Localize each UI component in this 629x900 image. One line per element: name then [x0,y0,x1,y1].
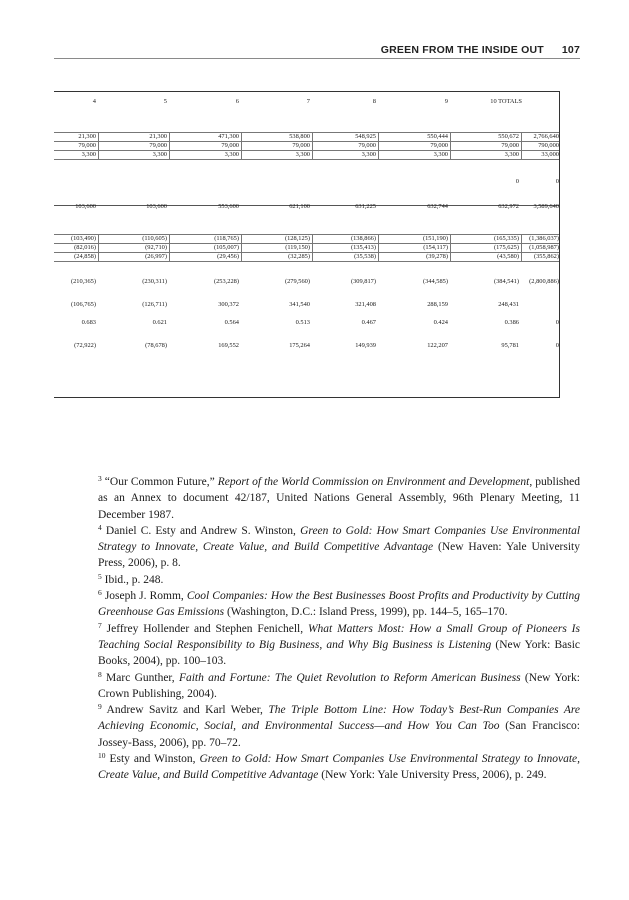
table-cell: 103,600 [75,203,96,210]
table-cell: (165,335) [493,235,519,242]
financial-table [54,91,560,398]
table-cell: 79,000 [292,142,310,149]
cell-rule [54,150,559,151]
footnote-title: The Triple Bottom Line: How Today’s Best-Run Companies Are Achieving Economic, Social, and Environmental Success—and How You Can Too [98,704,580,733]
footnote [98,588,580,621]
table-cell: (29,456) [217,253,239,260]
column-header: 8 [372,98,376,105]
table-row [54,202,559,212]
column-header: 4 [92,98,96,105]
footnote [98,751,580,784]
footnote-text: (New York: Crown Publishing, 2004). [98,671,581,700]
table-cell: 3,300 [295,151,310,158]
column-header: 10 TOTALS [490,98,522,105]
footnote-number: 8 [98,669,102,679]
table-cell: (1,058,987) [529,244,559,251]
table-cell: 621,100 [289,203,310,210]
table-cell: (210,365) [70,278,96,285]
cell-rule [312,234,313,261]
table-cell [107,177,167,187]
table-cell: (118,765) [214,235,239,242]
table-cell: 0.386 [504,319,519,326]
footnote-text: (San Francisco: Jossey-Bass, 2006), pp. 70–72. [98,720,580,749]
table-cell [179,177,239,187]
table-cell: (344,585) [422,278,448,285]
table-cell: 0 [515,178,519,185]
cell-rule [98,132,99,159]
footnote-text: (New Haven: Yale University Press, 2006), p. 8. [98,541,580,570]
table-cell: (82,016) [74,244,96,251]
table-cell: 149,939 [355,342,376,349]
table-cell: 321,408 [355,301,376,308]
table-cell: (32,285) [288,253,310,260]
table-cell: (106,765) [70,301,96,308]
cell-rule [169,132,170,159]
table-cell: 631,225 [355,203,376,210]
table-row [54,318,559,328]
footnote-number: 9 [98,702,102,712]
table-cell [36,177,96,187]
footnote [98,621,580,670]
footnote [98,474,580,523]
table-cell: 175,264 [289,342,310,349]
footnote-text: (New York: Yale University Press, 2006), p. 249. [318,769,547,782]
footnote [98,670,580,703]
footnote-title: Green to Gold: How Smart Companies Use Environmental Strategy to Innovate, Create Value, and Build Competitive Advantage [98,524,581,554]
table-cell: 0.564 [224,319,239,326]
table-cell: (138,866) [350,235,376,242]
footnote-title: Faith and Fortune: The Quiet Revolution to Reform American Business [178,671,521,684]
cell-rule [450,132,451,159]
table-cell: 0 [555,342,559,349]
cell-rule [54,261,559,262]
table-cell: 3,300 [224,151,239,158]
table-cell: (92,710) [145,244,167,251]
table-cell: (126,711) [142,301,167,308]
table-cell: (279,560) [284,278,310,285]
table-cell: 548,925 [355,133,376,140]
table-cell: 21,300 [78,133,96,140]
table-cell [499,300,559,310]
footnote-number: 7 [98,620,102,630]
cell-rule [450,234,451,261]
running-head-title: GREEN FROM THE INSIDE OUT [380,44,544,56]
footnote-text: Andrew Savitz and Karl Weber, [106,704,269,717]
footnote [98,572,580,588]
footnote [98,702,580,751]
footnote-text: Ibid., p. 248. [104,573,164,586]
table-cell [388,177,448,187]
footnote-number: 5 [98,571,102,581]
table-cell: 103,600 [146,203,167,210]
table-cell: 632,744 [427,203,448,210]
table-cell: 0 [555,178,559,185]
footnote-text: Daniel C. Esty and Andrew S. Winston, [105,524,301,537]
table-cell: 0.683 [81,319,96,326]
cell-rule [521,234,522,261]
footnote-title: What Matters Most: How a Small Group of Pioneers Is Teaching Social Responsibility to Big Business, and Why Big Business is Listening [98,622,580,651]
page-number: 107 [561,44,580,56]
table-cell [250,177,310,187]
footnote-text: Jeffrey Hollender and Stephen Fenichell, [106,622,308,635]
table-cell: (105,007) [213,244,239,251]
footnote-text: Joseph J. Romm, [104,590,187,603]
table-cell: (355,862) [533,253,559,260]
table-cell: 33,000 [541,151,559,158]
footnote-text: Esty and Winston, [109,753,200,766]
table-header-row [54,97,559,107]
footnote-number: 10 [98,751,106,761]
column-header: 7 [306,98,310,105]
table-cell: (128,125) [284,235,310,242]
table-cell: 0.424 [433,319,448,326]
table-cell: 471,300 [218,133,239,140]
footnote-text: (Washington, D.C.: Island Press, 1999), pp. 144–5, 165–170. [224,606,508,619]
table-cell: 79,000 [358,142,376,149]
cell-rule [54,132,559,133]
column-header: 5 [163,98,167,105]
table-cell: 550,672 [498,133,519,140]
table-cell: (72,922) [74,342,96,349]
cell-rule [241,132,242,159]
table-cell: 553,600 [218,203,239,210]
table-cell: 538,800 [289,133,310,140]
table-cell: (2,800,886) [529,278,559,285]
table-cell: 341,540 [289,301,310,308]
table-cell: 3,300 [361,151,376,158]
footnote-text: (New York: Basic Books, 2004), pp. 100–103. [98,638,580,668]
table-cell: (24,858) [74,253,96,260]
table-cell: 95,781 [501,342,519,349]
table-cell: 632,972 [498,203,519,210]
table-cell: 79,000 [221,142,239,149]
footnote-number: 4 [98,522,102,532]
cell-rule [54,252,559,253]
cell-rule [54,234,559,235]
table-cell: 0 [555,319,559,326]
table-cell [316,177,376,187]
table-cell: (175,625) [493,244,519,251]
table-cell: 0.513 [295,319,310,326]
footnote-number: 3 [98,474,102,483]
footnote-text: “Our Common Future,” [104,476,218,488]
table-cell: (384,541) [493,278,519,285]
table-cell: (135,413) [350,244,376,251]
table-cell: (26,997) [145,253,167,260]
footnote-title: Report of the World Commission on Environment and Development [217,476,530,488]
table-cell: 3,589,640 [533,203,559,210]
cell-rule [312,132,313,159]
table-cell: 79,000 [78,142,96,149]
table-cell: 79,000 [430,142,448,149]
table-cell: (230,311) [142,278,167,285]
cell-rule [169,234,170,261]
table-cell: 79,000 [501,142,519,149]
table-cell: 0.621 [152,319,167,326]
table-row [54,341,559,351]
table-cell: 550,444 [427,133,448,140]
table-cell: (35,538) [354,253,376,260]
table-cell: 288,159 [427,301,448,308]
table-cell: 122,207 [427,342,448,349]
footnotes [98,474,580,784]
footnote-title: Cool Companies: How the Best Businesses Boost Profits and Productivity by Cutting Greenhouse Gas Emissions [98,590,580,619]
table-cell: 3,300 [504,151,519,158]
table-cell: 21,300 [149,133,167,140]
table-cell: (78,678) [145,342,167,349]
column-header: 6 [235,98,239,105]
table-cell: 300,372 [218,301,239,308]
table-cell: (119,150) [285,244,310,251]
table-cell: 79,000 [149,142,167,149]
table-cell: 3,300 [81,151,96,158]
table-row [54,177,559,187]
footnote-text: , published as an Annex to document 42/187, United Nations General Assembly, 96th Plenary Meeting, 11 December 1987. [98,476,580,521]
cell-rule [54,159,559,160]
cell-rule [98,234,99,261]
cell-rule [54,141,559,142]
footnote-text: Marc Gunther, [106,671,179,684]
cell-rule [378,132,379,159]
table-cell: (43,580) [497,253,519,260]
cell-rule [241,234,242,261]
cell-rule [378,234,379,261]
table-cell: (39,278) [426,253,448,260]
table-cell: 248,431 [498,301,519,308]
footnote-number: 6 [98,588,102,598]
footnote-title: Green to Gold: How Smart Companies Use Environmental Strategy to Innovate, Create Value, and Build Competitive Advantage [98,753,580,782]
header-rule [54,58,580,59]
table-cell: 3,300 [433,151,448,158]
table-cell: 0.467 [361,319,376,326]
cell-rule [54,243,559,244]
table-cell: 3,300 [152,151,167,158]
running-head [54,44,580,56]
table-cell: (110,605) [142,235,167,242]
footnote [98,523,580,572]
table-row [54,277,559,287]
column-header: 9 [444,98,448,105]
table-cell: (151,190) [422,235,448,242]
table-cell: 790,000 [538,142,559,149]
table-cell: 2,766,640 [533,133,559,140]
cell-rule [521,132,522,159]
column-header [499,97,559,107]
table-cell: (309,817) [350,278,376,285]
table-cell: (1,386,037) [529,235,559,242]
table-cell: (154,117) [423,244,448,251]
table-cell: 169,552 [218,342,239,349]
table-cell: (253,228) [213,278,239,285]
table-row [54,300,559,310]
table-cell: (103,490) [70,235,96,242]
